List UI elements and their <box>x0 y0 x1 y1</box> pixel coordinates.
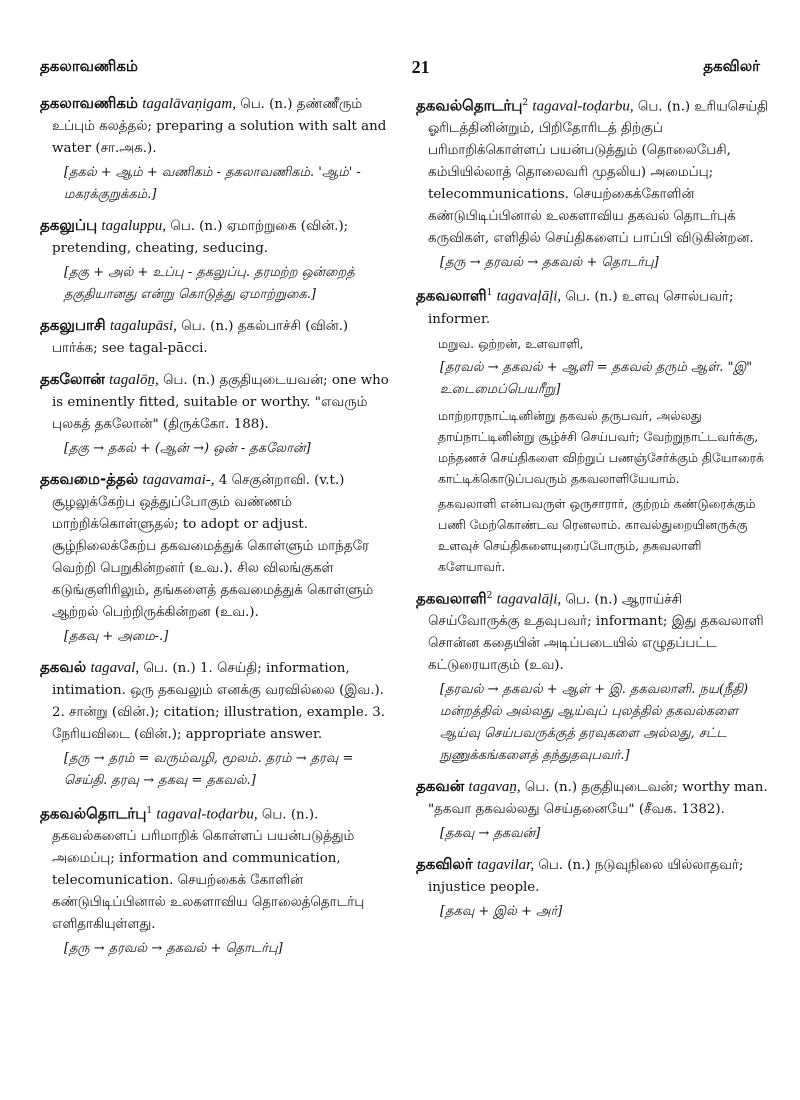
definition-text: பெ. (n.). தகவல்களைப் பரிமாறிக் கொள்ளப் பயன்படுத்தும் அமைப்பு; information and communication, telecomunication. செயற்கைக் கோளின் கண்டுபிடிப்பினால் உலகளாவிய தொலைத்தொடர்பு எளிதாகியுள்ளது. <box>52 807 365 933</box>
dictionary-entry <box>416 282 772 576</box>
entry-definition <box>40 800 392 936</box>
definition-text: பெ. (n.) உளவு சொல்பவர்; informer. <box>428 289 734 327</box>
dictionary-entry <box>40 368 392 460</box>
headword: தகலுப்பு <box>40 216 98 234</box>
entry-definition <box>40 314 392 360</box>
entry-definition <box>40 468 392 624</box>
transliteration: tagaval, <box>90 660 140 676</box>
dictionary-entry <box>416 585 772 767</box>
etymology: [தகவு → தகவன்] <box>440 826 541 842</box>
definition-text: பெ. (n.) 1. செய்தி; information, intimation. ஒரு தகவலும் எனக்கு வரவில்லை (இவ.). 2. சான்று (வின்.); citation; illustration, example. 3. நேரியவிடை (வின்.); appropriate answer. <box>52 661 386 742</box>
entry-definition <box>40 368 392 436</box>
dictionary-entry <box>40 800 392 960</box>
etymology: [தரவல் → தகவல் + ஆளி = தகவல் தரும் ஆள். "இ" உடைமைப்பெயரீறு] <box>440 359 753 397</box>
entry-definition <box>416 585 772 677</box>
entry-definition <box>416 282 772 330</box>
etymology: [தரு → தரவல் → தகவல் + தொடர்பு] <box>64 941 283 957</box>
definition-text: பெ. (n.) ஆராய்ச்சி செய்வோருக்கு உதவுபவர்; informant; இது தகவலாளி சொன்ன கதையின் அடிப்படையில் எழுதப்பட்ட கட்டுரையாகும் (உவ). <box>428 592 764 674</box>
definition-text: பெ. (n.) தகுதியுடையவன்; one who is eminently fitted, suitable or worthy. "எவரும் புலகத் தகலோன்" (திருக்கோ. 188). <box>52 373 389 432</box>
dictionary-entry <box>40 314 392 360</box>
synonyms: மறுவ. ஒற்றன், உளவாளி, <box>438 335 584 351</box>
transliteration: tagavalāḷi, <box>496 591 562 608</box>
headword: தகவல் <box>40 658 87 676</box>
definition-text: பெ. (n.) தண்ணீரும் உப்பும் கலத்தல்; preparing a solution with salt and water (சா.அக.). <box>52 97 387 156</box>
dictionary-entry <box>40 214 392 306</box>
headword: தகவன் <box>416 777 465 796</box>
definition-text: 4 செகுன்றாவி. (v.t.) சூழலுக்கேற்ப ஒத்துப்போகும் வண்ணம் மாற்றிக்கொள்ளுதல்; to adopt or adjust. சூழ்நிலைக்கேற்ப தகவமைத்துக் கொள்ளும் மாந்தரே வெற்றி பெறுகின்றனர் (உவ.). சில விலங்குகள் கடுங்குளிரிலும், தங்களைத் தகவமைத்துக் கொள்ளும் ஆற்றல் பெற்றிருக்கின்றன (உவ.). <box>52 473 374 620</box>
dictionary-entry <box>416 92 772 274</box>
transliteration: tagaluppu, <box>101 218 167 234</box>
usage-note: மாற்றாரநாட்டினின்று தகவல் தருபவர், அல்லது தாய்நாட்டினின்று சூழ்ச்சி செய்பவர்; வேற்றுநாட்டவர்க்கு, மந்தணச் செய்திகளை விற்றுப் பணஞ்சேர்க்கும் தியோரைக் காட்டிக்கொடுப்பவரும் தகவலாளியேயாம். <box>438 407 764 486</box>
left-column <box>40 92 392 968</box>
homonym-number: 2 <box>522 98 529 108</box>
headword: தகலுபாசி <box>40 316 106 334</box>
etymology: [தகவு + இல் + அர்] <box>440 904 563 920</box>
headword: தகவலாளி <box>416 286 487 305</box>
definition-text: பெ. (n.) தகல்பாச்சி (வின்.) பார்க்க; see tagal-pācci. <box>52 319 349 356</box>
page-header <box>40 52 760 82</box>
definition-text: பெ. (n.) உரியசெய்தி ஓரிடத்தினின்றும், பிறிதோரிடத் திற்குப் பரிமாறிக்கொள்ளப் பயன்படுத்தும் (தொலைபேசி, கம்பியில்லாத் தொலைவரி முதலிய) அமைப்பு; telecommunications. செயற்கைக்கோளின் கண்டுபிடிப்பினால் உலகளாவிய தகவல் தொடர்புக் கருவிகள், எளிதில் செய்திகளைப் பாப்பி விடுகின்றன. <box>428 99 768 247</box>
etymology: [தகவு + அமை-.] <box>64 629 169 644</box>
dictionary-entry <box>40 468 392 648</box>
transliteration: tagaval-toḍarbu, <box>156 806 258 823</box>
definition-text: பெ. (n.) ஏமாற்றுகை (வின்.); pretending, cheating, seducing. <box>52 219 349 256</box>
dictionary-entry <box>416 775 772 845</box>
usage-note: தகவலாளி என்பவருள் ஒருசாரார், குற்றம் கண்டுரைக்கும் பணி மேற்கொண்டவ ரெனலாம். காவல்துறையினருக்கு உளவுச் செய்திகளையுரைப்போரும், தகவலாளி களேயாவர். <box>438 495 756 574</box>
headword: தகவலாளி <box>416 589 487 608</box>
dictionary-entry <box>40 92 392 206</box>
etymology: [தகு → தகல் + (ஆன் →) ஒன் - தகலோன்] <box>64 441 311 456</box>
etymology: [தரவல் → தகவல் + ஆள் + இ. தகவலாளி. நய(நீதி) மன்றத்தில் அல்லது ஆய்வுப் புலத்தில் தகவல்களை ஆய்வு செய்பவருக்குத் தரவுகளை அல்லது, சட்ட நுணுக்கங்களைத் தந்துதவுபவர்.] <box>440 682 749 764</box>
header-last-word: தகவிலர் <box>703 57 760 75</box>
dictionary-entry <box>416 853 772 923</box>
etymology: [தகல் + ஆம் + வணிகம் - தகலாவணிகம். 'ஆம்' - மகரக்குறுக்கம்.] <box>64 165 361 202</box>
headword: தகவமை-த்தல் <box>40 470 139 488</box>
headword: தகவல்தொடர்பு <box>416 96 523 115</box>
transliteration: tagavilar, <box>476 857 535 874</box>
entry-definition <box>40 656 392 746</box>
headword: தகவல்தொடர்பு <box>40 804 147 823</box>
homonym-number: 1 <box>486 288 493 299</box>
etymology: [தரு → தரவல் → தகவல் + தொடர்பு] <box>440 255 659 271</box>
homonym-number: 2 <box>486 590 493 601</box>
entry-definition <box>416 853 772 899</box>
transliteration: tagalupāsi, <box>109 318 177 334</box>
transliteration: tagaval-toḍarbu, <box>532 98 634 115</box>
transliteration: tagalōṉ, <box>109 372 159 388</box>
etymology: [தரு → தரம் = வரும்வழி, மூலம். தரம் → தரவு = செய்தி. தரவு → தகவு = தகவல்.] <box>64 751 354 788</box>
headword: தகலோன் <box>40 370 105 388</box>
right-column <box>416 92 772 931</box>
entry-definition <box>40 214 392 260</box>
headword: தகலாவணிகம் <box>40 94 138 112</box>
header-first-word: தகலாவணிகம் <box>40 57 138 75</box>
definition-text: பெ. (n.) தகுதியுடைவன்; worthy man. "தகவா தகவல்லது செய்தனையே" (சீவக. 1382). <box>428 780 768 818</box>
entry-definition <box>416 775 772 821</box>
transliteration: tagavaṉ, <box>468 779 521 796</box>
transliteration: tagalāvaṇigam, <box>142 96 236 112</box>
headword: தகவிலர் <box>416 855 473 874</box>
page-number: 21 <box>411 56 430 77</box>
definition-text: பெ. (n.) நடுவுநிலை யில்லாதவர்; injustice people. <box>428 858 744 896</box>
dictionary-entry <box>40 656 392 792</box>
homonym-number: 1 <box>146 806 153 816</box>
transliteration: tagavaḷāḷi, <box>496 288 562 305</box>
etymology: [தகு + அல் + உப்பு - தகலுப்பு. தரமற்ற ஒன்றைத் தகுதியானது என்று கொடுத்து ஏமாற்றுகை.] <box>64 265 355 302</box>
entry-definition <box>40 92 392 160</box>
transliteration: tagavamai-, <box>142 472 215 488</box>
entry-definition <box>416 92 772 250</box>
